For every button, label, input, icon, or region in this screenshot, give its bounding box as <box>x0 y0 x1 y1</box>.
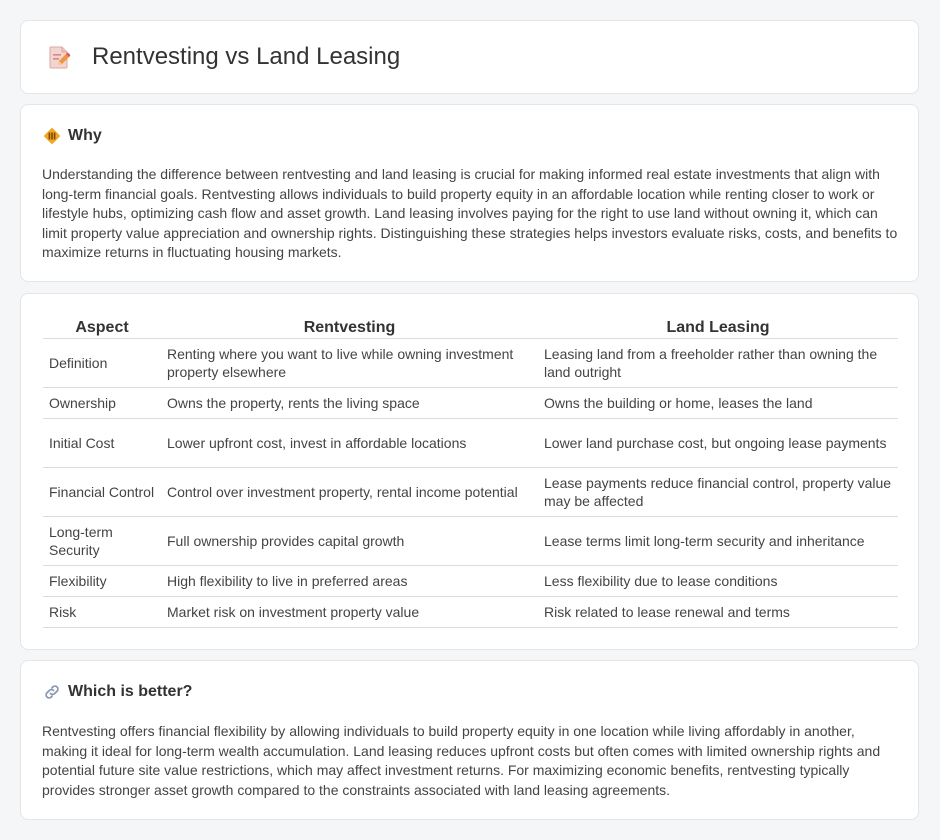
land-leasing-cell: Owns the building or home, leases the land <box>538 387 898 418</box>
table-row <box>43 596 898 627</box>
aspect-cell: Flexibility <box>43 565 161 596</box>
why-heading-row <box>43 127 102 145</box>
document-pencil-icon <box>47 44 71 70</box>
land-leasing-cell: Lower land purchase cost, but ongoing lease payments <box>538 418 898 467</box>
rentvesting-cell: Owns the property, rents the living space <box>161 387 538 418</box>
header-rentvesting: Rentvesting <box>161 317 538 338</box>
comparison-table <box>43 317 898 628</box>
better-heading-row <box>43 683 192 701</box>
table-row <box>43 418 898 467</box>
link-icon <box>43 683 61 701</box>
which-is-better-section <box>20 660 919 820</box>
why-heading: Why <box>68 127 102 144</box>
page-title: Rentvesting vs Land Leasing <box>92 43 401 70</box>
better-heading: Which is better? <box>68 683 193 700</box>
land-leasing-cell: Lease payments reduce financial control, property value may be affected <box>538 467 898 516</box>
aspect-cell: Definition <box>43 338 161 387</box>
better-text: Rentvesting offers financial flexibility by allowing individuals to build property equity in one location while living affordably in another, making it ideal for long-term wealth accumulation. Land leasing reduces upfront costs but often comes with limited ownership rights and potential future site value restrictions, which may affect investment returns. For maximizing economic benefits, rentvesting typically provides stronger asset growth compared to the constraints associated with land leasing agreements. <box>42 723 881 798</box>
diamond-warning-icon <box>43 127 61 145</box>
why-text: Understanding the difference between rentvesting and land leasing is crucial for making informed real estate investments that align with long-term financial goals. Rentvesting allows individuals to build property equity in an affordable location while renting closer to work or lifestyle hubs, optimizing cash flow and asset growth. Land leasing involves paying for the right to use land without owning it, which can limit property value appreciation and ownership rights. Distinguishing these strategies helps investors evaluate risks, costs, and benefits to maximize returns in fluctuating housing markets. <box>42 166 898 260</box>
rentvesting-cell: Full ownership provides capital growth <box>161 516 538 565</box>
title-card <box>20 20 919 94</box>
rentvesting-cell: High flexibility to live in preferred areas <box>161 565 538 596</box>
rentvesting-cell: Control over investment property, rental income potential <box>161 467 538 516</box>
aspect-cell: Initial Cost <box>43 418 161 467</box>
rentvesting-cell: Lower upfront cost, invest in affordable locations <box>161 418 538 467</box>
rentvesting-cell: Renting where you want to live while owning investment property elsewhere <box>161 338 538 387</box>
header-aspect: Aspect <box>43 317 161 338</box>
table-header-row <box>43 317 898 338</box>
table-row <box>43 467 898 516</box>
table-row <box>43 387 898 418</box>
title-row <box>47 43 400 71</box>
land-leasing-cell: Leasing land from a freeholder rather than owning the land outright <box>538 338 898 387</box>
why-section <box>20 104 919 282</box>
land-leasing-cell: Lease terms limit long-term security and inheritance <box>538 516 898 565</box>
land-leasing-cell: Less flexibility due to lease conditions <box>538 565 898 596</box>
aspect-cell: Financial Control <box>43 467 161 516</box>
rentvesting-cell: Market risk on investment property value <box>161 596 538 627</box>
comparison-section <box>20 293 919 650</box>
table-row <box>43 338 898 387</box>
aspect-cell: Ownership <box>43 387 161 418</box>
land-leasing-cell: Risk related to lease renewal and terms <box>538 596 898 627</box>
aspect-cell: Long-term Security <box>43 516 161 565</box>
header-land-leasing: Land Leasing <box>538 317 898 338</box>
table-row <box>43 516 898 565</box>
table-row <box>43 565 898 596</box>
aspect-cell: Risk <box>43 596 161 627</box>
